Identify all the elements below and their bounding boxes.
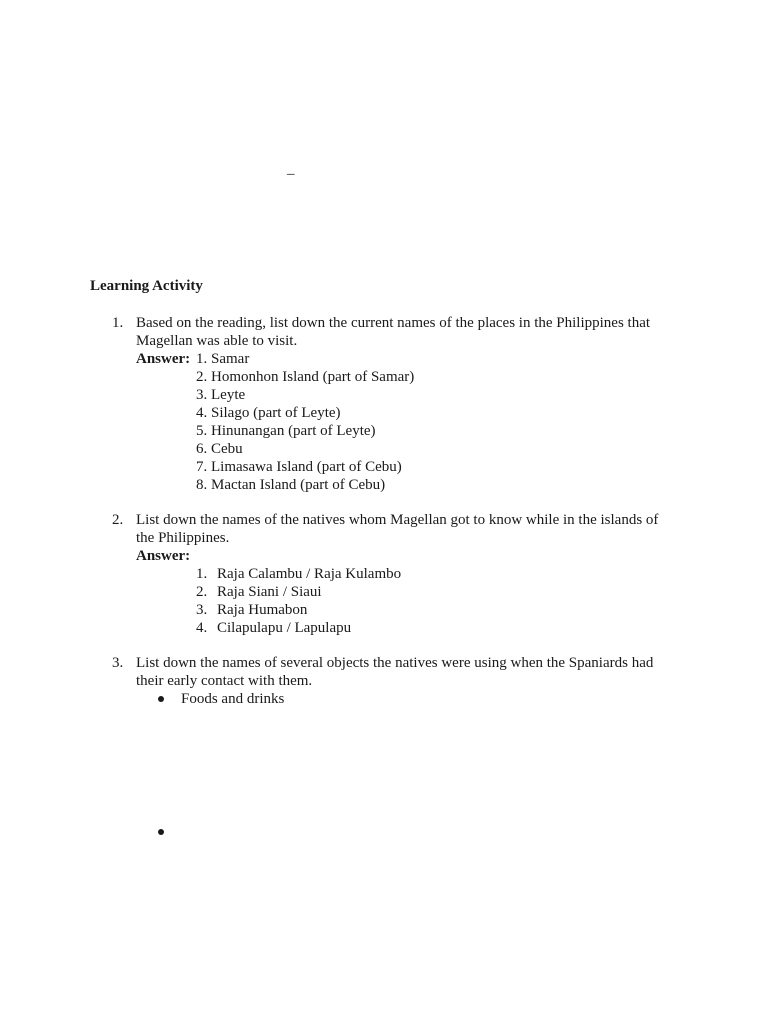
question-2-answer-text: Cilapulapu / Lapulapu [217,620,352,636]
section-heading: Learning Activity [90,278,203,294]
question-1-answer-item: 1. Samar [196,351,250,367]
bullet-dot-icon [158,696,164,702]
question-2-text-line2: the Philippines. [136,530,230,546]
bullet-dot-icon [158,829,164,835]
question-1-answer-label: Answer: [136,351,191,367]
question-2-answer-label: Answer: [136,548,191,564]
question-1-answer-item: 4. Silago (part of Leyte) [196,405,341,421]
question-2-answer-text: Raja Siani / Siaui [217,584,322,600]
question-3-number: 3. [112,655,124,671]
question-2-answer-text: Raja Humabon [217,602,308,618]
question-2-answer-number: 2. [196,584,208,600]
question-1-answer-item: 8. Mactan Island (part of Cebu) [196,477,386,493]
stray-dash-mark: _ [287,161,295,177]
question-2-answer-number: 4. [196,620,208,636]
question-2-answer-number: 1. [196,566,208,582]
question-3-text-line2: their early contact with them. [136,673,313,689]
question-1-text-line1: Based on the reading, list down the current names of the places in the Philippines that [136,315,651,331]
question-2-number: 2. [112,512,124,528]
question-1-answer-item: 3. Leyte [196,387,246,403]
question-1-answer-item: 7. Limasawa Island (part of Cebu) [196,459,402,475]
question-1-text-line2: Magellan was able to visit. [136,333,298,349]
question-1-answer-item: 6. Cebu [196,441,243,457]
question-2-answer-text: Raja Calambu / Raja Kulambo [217,566,402,582]
question-1-number: 1. [112,315,124,331]
question-2-text-line1: List down the names of the natives whom Magellan got to know while in the islands of [136,512,659,528]
question-3-text-line1: List down the names of several objects the natives were using when the Spaniards had [136,655,654,671]
question-2-answer-number: 3. [196,602,208,618]
question-1-answer-item: 2. Homonhon Island (part of Samar) [196,369,415,385]
question-1-answer-item: 5. Hinunangan (part of Leyte) [196,423,376,439]
question-3-bullet-item: Foods and drinks [181,691,285,707]
